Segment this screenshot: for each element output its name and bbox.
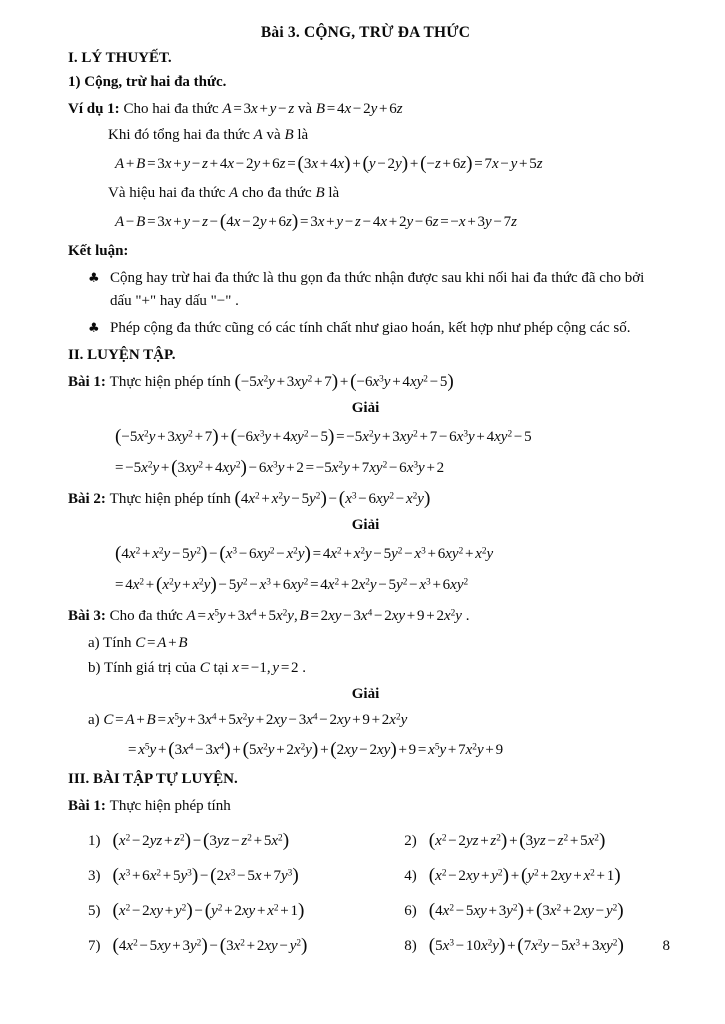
exercise-number: 1) bbox=[88, 833, 101, 849]
text-run: và bbox=[294, 101, 316, 117]
text-run: a) Tính bbox=[88, 635, 136, 651]
text-run: Thực hiện phép tính bbox=[109, 374, 235, 390]
bold-label: Giải bbox=[351, 517, 380, 533]
text-run: a) bbox=[88, 712, 104, 728]
math-expression: B bbox=[284, 127, 294, 143]
exercise-number: 5) bbox=[88, 903, 101, 919]
exercise-item bbox=[404, 898, 663, 924]
club-bullet-icon: ♣ bbox=[88, 321, 100, 336]
text-run: là bbox=[324, 185, 340, 201]
text-run: là bbox=[293, 127, 309, 143]
solution-label bbox=[68, 683, 663, 706]
section-heading bbox=[68, 344, 663, 367]
text-run: Thực hiện phép tính bbox=[109, 798, 231, 814]
solution-label bbox=[68, 514, 663, 537]
text-run: . bbox=[461, 608, 470, 624]
exercise-item bbox=[88, 898, 404, 924]
sub-item bbox=[88, 708, 663, 733]
exercise-number: 7) bbox=[88, 938, 101, 954]
text-run: và bbox=[262, 127, 285, 143]
text-run: cho đa thức bbox=[238, 185, 316, 201]
text-run: Và hiệu hai đa thức bbox=[108, 185, 230, 201]
bullet-item bbox=[88, 317, 663, 340]
exercise-statement bbox=[68, 96, 663, 122]
exercise-row bbox=[88, 933, 663, 959]
exercise-number: 2) bbox=[404, 833, 417, 849]
sub-item bbox=[88, 631, 663, 656]
text-run: Cộng hay trừ hai đa thức là thu gọn đa thức nhận được sau khi nối hai đa thức đã cho bởi dấu "+" hay dấu "−" . bbox=[110, 270, 645, 309]
math-expression: $(x^2 - 2yz + z^2) - (3yz - z^2 + 5x^2)$ bbox=[112, 830, 290, 852]
exercise-number: 8) bbox=[404, 938, 417, 954]
text-line bbox=[108, 182, 663, 205]
math-expression: = $4x^2 + (x^2y + x^2y) - 5y^2 - x^3 + 6xy^2 = 4x^2 + 2x^2y - 5y^2 - x^3 + 6xy^2$ bbox=[115, 574, 469, 596]
math-line bbox=[115, 541, 663, 568]
exercise-item bbox=[88, 933, 404, 959]
sub-item bbox=[88, 656, 663, 681]
text-run: Phép cộng đa thức cũng có các tính chất như giao hoán, kết hợp như phép cộng các số. bbox=[110, 320, 631, 336]
club-bullet-icon: ♣ bbox=[88, 271, 100, 286]
section-heading bbox=[68, 47, 663, 70]
bold-label: Kết luận: bbox=[68, 243, 129, 259]
math-expression: A bbox=[229, 185, 239, 201]
math-expression: $(4x^2 - 5xy + 3y^2) - (3x^2 + 2xy - y^2)$ bbox=[112, 935, 308, 957]
math-expression: $(4x^2 + x^2y - 5y^2) - (x^3 - 6xy^2 - x^2y) = 4x^2 + x^2y - 5y^2 - x^3 + 6xy^2 + x^2y$ bbox=[115, 543, 494, 565]
math-expression: B bbox=[315, 185, 325, 201]
exercise-statement bbox=[68, 793, 663, 819]
exercise-statement bbox=[68, 486, 663, 512]
math-expression: $(x^2 - 2xy + y^2) - (y^2 + 2xy + x^2 + 1)$ bbox=[112, 900, 305, 922]
bold-label: Bài 2: bbox=[68, 491, 110, 507]
math-expression: A − B = 3x + y − z − (4x − 2y + 6z) = 3x + y − z − 4x + 2y − 6z = −x + 3y − 7z bbox=[115, 211, 518, 233]
exercise-number: 6) bbox=[404, 903, 417, 919]
bold-label: I. LÝ THUYẾT. bbox=[68, 50, 172, 66]
bold-label: Bài 3: bbox=[68, 608, 110, 624]
bold-label: Giải bbox=[351, 686, 380, 702]
math-expression: $C = A + B = x^5y + 3x^4 + 5x^2y + 2xy - 3x^4 - 2xy + 9 + 2x^2y$ bbox=[103, 712, 408, 728]
math-expression: A + B = 3x + y − z + 4x − 2y + 6z = (3x + 4x) + (y − 2y) + (−z + 6z) = 7x − y + 5z bbox=[115, 153, 543, 175]
math-expression: $(-5x^2y + 3xy^2 + 7) + (-6x^3y + 4xy^2 - 5)$ bbox=[234, 371, 454, 393]
page-title: Bài 3. CỘNG, TRỪ ĐA THỨC bbox=[260, 24, 471, 41]
text-run: Khi đó tổng hai đa thức bbox=[108, 127, 254, 143]
bold-label: Bài 1: bbox=[68, 798, 110, 814]
page-number: 8 bbox=[662, 938, 670, 954]
math-expression: $(5x^3 - 10x^2y) + (7x^2y - 5x^3 + 3xy^2)$ bbox=[428, 935, 624, 957]
exercise-item bbox=[88, 863, 404, 889]
bold-label: Giải bbox=[351, 400, 380, 416]
section-heading bbox=[68, 768, 663, 791]
bullet-item bbox=[88, 267, 663, 313]
math-line bbox=[115, 151, 663, 178]
math-line bbox=[115, 455, 663, 482]
math-expression: = $-5x^2y + (3xy^2 + 4xy^2) - 6x^3y + 2 = -5x^2y + 7xy^2 - 6x^3y + 2$ bbox=[115, 457, 445, 479]
math-expression: $(x^2 - 2xy + y^2) + (y^2 + 2xy + x^2 + 1)$ bbox=[428, 865, 621, 887]
bold-label: III. BÀI TẬP TỰ LUYỆN. bbox=[68, 771, 238, 787]
exercise-number: 4) bbox=[404, 868, 417, 884]
bold-label: Bài 1: bbox=[68, 374, 110, 390]
math-expression: x = −1, y = 2 bbox=[232, 660, 299, 676]
math-expression: $(-5x^2y + 3xy^2 + 7) + (-6x^3y + 4xy^2 - 5) = -5x^2y + 3xy^2 + 7 - 6x^3y + 4xy^2 - 5$ bbox=[115, 426, 532, 448]
exercise-row bbox=[88, 863, 663, 889]
text-run: tại bbox=[209, 660, 233, 676]
section-heading bbox=[68, 71, 663, 94]
math-expression: $A = x^5y + 3x^4 + 5x^2y$, $B = 2xy - 3x^4 - 2xy + 9 + 2x^2y$ bbox=[186, 608, 462, 624]
exercise-item bbox=[88, 828, 404, 854]
solution-label bbox=[68, 397, 663, 420]
text-run: Cho đa thức bbox=[109, 608, 187, 624]
section-heading bbox=[68, 240, 663, 263]
bold-label: II. LUYỆN TẬP. bbox=[68, 347, 176, 363]
bullet-text bbox=[110, 317, 663, 340]
math-expression: A = 3x + y − z bbox=[222, 101, 295, 117]
text-run: Cho hai đa thức bbox=[123, 101, 223, 117]
exercise-item bbox=[404, 828, 663, 854]
exercise-row bbox=[88, 898, 663, 924]
math-expression: $(4x^2 - 5xy + 3y^2) + (3x^2 + 2xy - y^2)$ bbox=[428, 900, 624, 922]
math-line bbox=[115, 424, 663, 451]
math-line bbox=[128, 737, 663, 764]
math-line bbox=[115, 572, 663, 599]
bold-label: 1) Cộng, trừ hai đa thức. bbox=[68, 74, 227, 90]
math-expression: $(4x^2 + x^2y - 5y^2) - (x^3 - 6xy^2 - x^2y)$ bbox=[234, 488, 431, 510]
math-line bbox=[115, 209, 663, 236]
text-line bbox=[108, 124, 663, 147]
document-lines bbox=[68, 47, 663, 959]
math-expression: = $x^5y + (3x^4 - 3x^4) + (5x^2y + 2x^2y) + (2xy - 2xy) + 9 = x^5y + 7x^2y + 9$ bbox=[128, 739, 504, 761]
exercise-item bbox=[404, 863, 663, 889]
math-expression: C bbox=[199, 660, 210, 676]
text-run: . bbox=[298, 660, 307, 676]
math-expression: $(x^3 + 6x^2 + 5y^3) - (2x^3 - 5x + 7y^3)$ bbox=[112, 865, 299, 887]
math-expression: $(x^2 - 2yz + z^2) + (3yz - z^2 + 5x^2)$ bbox=[428, 830, 606, 852]
text-run: b) Tính giá trị của bbox=[88, 660, 200, 676]
math-expression: A bbox=[253, 127, 263, 143]
exercise-statement bbox=[68, 369, 663, 395]
exercise-number: 3) bbox=[88, 868, 101, 884]
bold-label: Ví dụ 1: bbox=[68, 101, 124, 117]
math-expression: C = A + B bbox=[135, 635, 188, 651]
exercise-statement bbox=[68, 603, 663, 629]
exercise-item bbox=[404, 933, 663, 959]
math-expression: B = 4x − 2y + 6z bbox=[315, 101, 403, 117]
exercise-row bbox=[88, 828, 663, 854]
text-run: Thực hiện phép tính bbox=[109, 491, 235, 507]
bullet-text bbox=[110, 267, 663, 313]
